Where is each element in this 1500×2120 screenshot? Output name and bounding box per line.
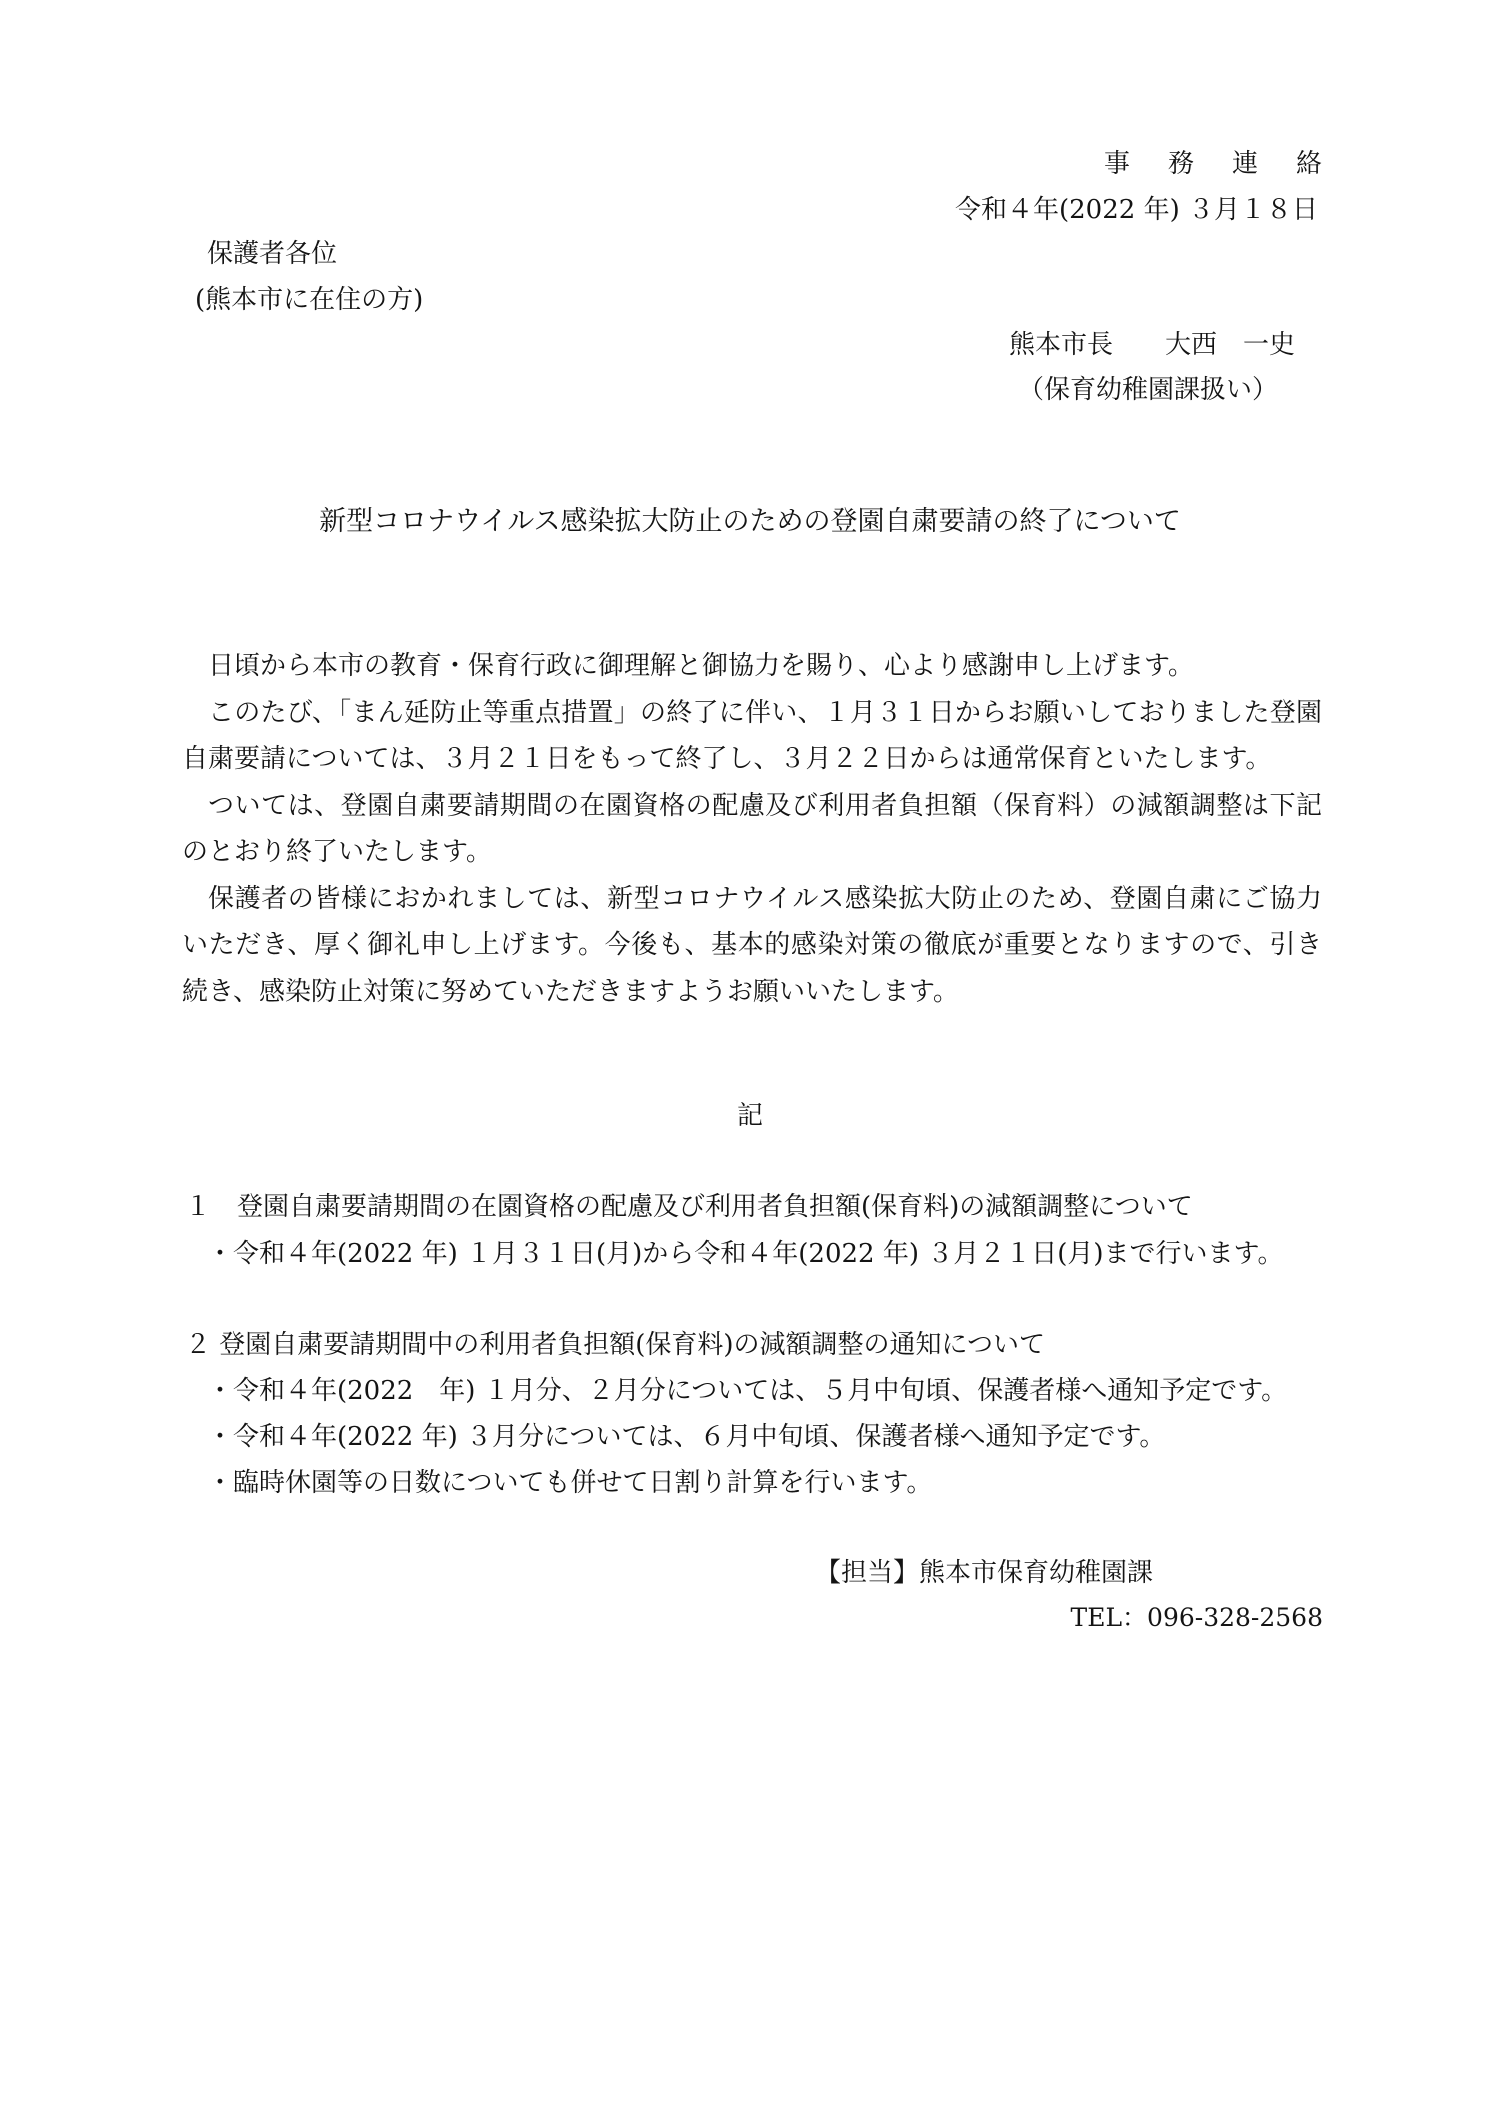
addressee-note: (熊本市に在住の方): [195, 285, 424, 315]
body-paragraph: このたび、「まん延防止等重点措置」の終了に伴い、１月３１日からお願いしておりました登園自粛要請については、３月２１日をもって終了し、３月２２日からは通常保育といたします。: [182, 697, 1322, 774]
item-2-bullet: ・令和４年(2022 年) ３月分については、６月中旬頃、保護者様へ通知予定です。: [207, 1422, 1166, 1452]
document-type: 事務連絡: [1103, 149, 1360, 179]
addressee: 保護者各位: [207, 239, 338, 269]
sender-name: 熊本市長 大西 一史: [1008, 330, 1295, 360]
ki-heading: 記: [736, 1101, 763, 1131]
sender-department: （保育幼稚園課扱い）: [1017, 375, 1278, 405]
contact-phone: TEL：096-328-2568: [1070, 1603, 1323, 1632]
item-2-bullet: ・臨時休園等の日数についても併せて日割り計算を行います。: [207, 1468, 933, 1498]
body-paragraph: 保護者の皆様におかれましては、新型コロナウイルス感染拡大防止のため、登園自粛にご協力いただき、厚く御礼申し上げます。今後も、基本的感染対策の徹底が重要となりますので、引き続き、感染防止対策に努めていただきますようお願いいたします。: [182, 883, 1322, 1007]
item-2-heading: ２ 登園自粛要請期間中の利用者負担額(保育料)の減額調整の通知について: [185, 1330, 1046, 1360]
item-1-heading: １ 登園自粛要請期間の在園資格の配慮及び利用者負担額(保育料)の減額調整について: [185, 1192, 1193, 1222]
body-text: [182, 643, 1322, 1015]
item-1-bullet: ・令和４年(2022 年) １月３１日(月)から令和４年(2022 年) ３月２１日(月)まで行います。: [207, 1239, 1284, 1269]
document-title: 新型コロナウイルス感染拡大防止のための登園自粛要請の終了について: [319, 506, 1181, 537]
body-paragraph: ついては、登園自粛要請期間の在園資格の配慮及び利用者負担額（保育料）の減額調整は下記のとおり終了いたします。: [182, 790, 1322, 867]
body-paragraph: 日頃から本市の教育・保育行政に御理解と御協力を賜り、心より感謝申し上げます。: [208, 651, 1194, 681]
item-2-bullet: ・令和４年(2022 年) １月分、２月分については、５月中旬頃、保護者様へ通知予定です。: [207, 1376, 1288, 1406]
issue-date: 令和４年(2022 年) ３月１８日: [955, 195, 1318, 225]
contact-department: 【担当】熊本市保育幼稚園課: [815, 1558, 1154, 1588]
